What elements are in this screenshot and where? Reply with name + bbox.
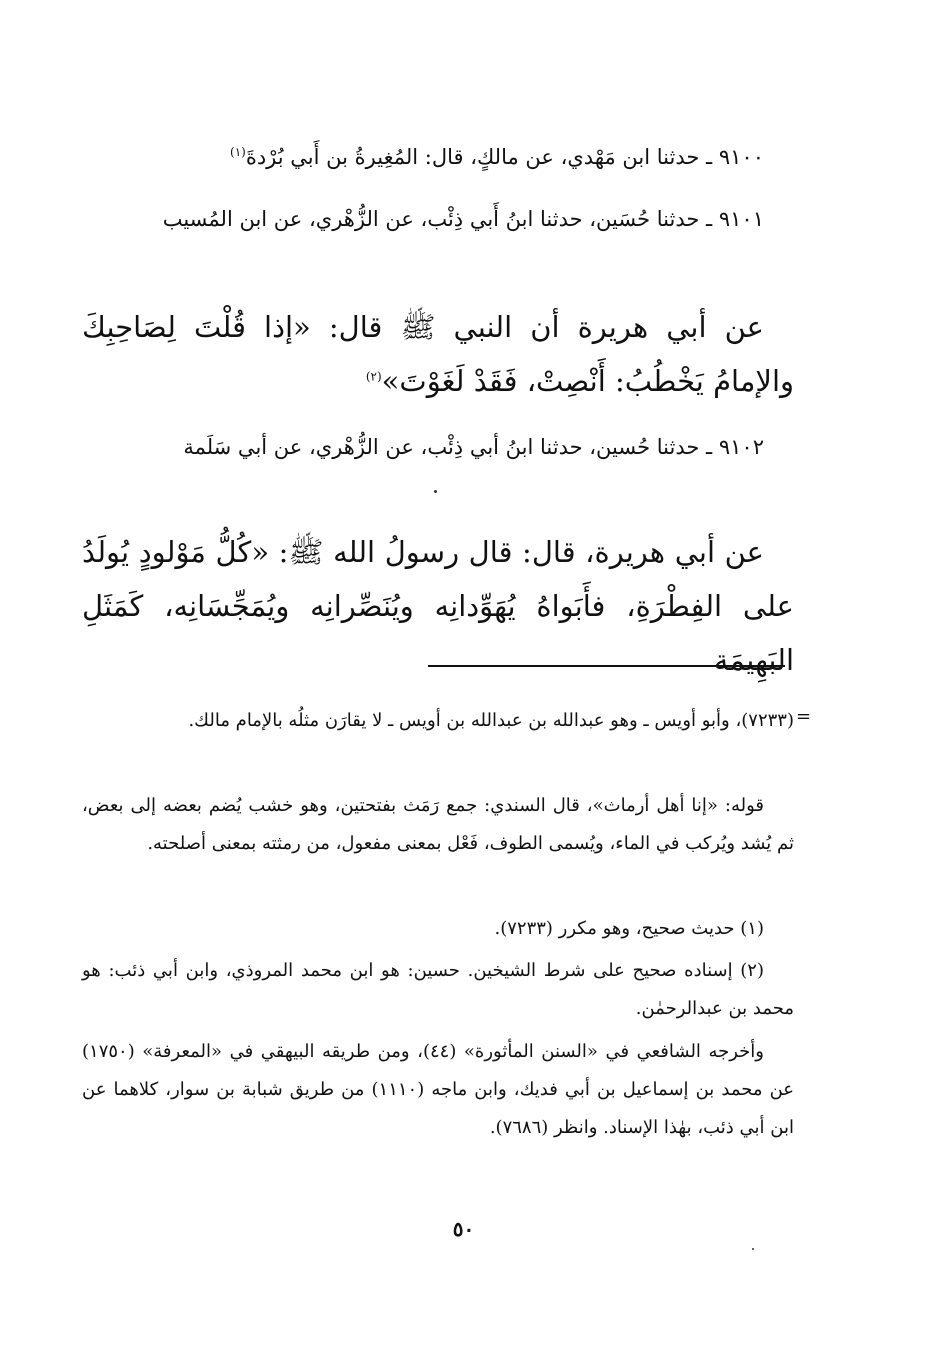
hadith-isnad: حدثنا حُسين، حدثنا ابنُ أبي ذِئْب، عن الزُّهْري، عن أبي سَلَمة (183, 435, 700, 459)
stray-dot (752, 1248, 754, 1250)
hadith-isnad: حدثنا حُسَين، حدثنا ابنُ أَبي ذِئْب، عن الزُّهْري، عن ابن المُسيب (162, 207, 700, 231)
hadith-9101-matn (82, 300, 794, 408)
hadith-matn: عن أبي هريرة، قال: قال رسولُ الله ﷺ: «كُلُّ مَوْلودٍ يُولَدُ على الفِطْرَةِ، فأَبَواهُ يُهَوِّدانِه ويُنَصِّرانِه ويُمَجِّسَانِه، كَمَثَلِ البَهِيمَة (82, 535, 794, 677)
footnote-continuation (82, 702, 794, 740)
hadith-9102-matn (82, 525, 794, 687)
hadith-number: ٩١٠١ ـ (706, 207, 764, 231)
footnote-1 (82, 910, 794, 948)
footnote-ref: (٢) (365, 369, 382, 384)
footnote-separator (428, 665, 785, 667)
footnote-text: قوله: «إنا أهل أرماث»، قال السندي: جمع رَمَث بفتحتين، وهو خشب يُضم بعضه إلى بعض، ثم يُشد ويُركب في الماء، ويُسمى الطوف، فَعْل بمعنى مفعول، من رمثته بمعنى أصلحته. (82, 795, 794, 854)
footnote-2-continued (82, 1033, 794, 1147)
footnote-text: (٧٢٣٣)، وأبو أويس ـ وهو عبدالله بن عبدالله بن أويس ـ لا يقارَن مثلُه بالإمام مالك. (188, 710, 794, 731)
continuation-mark: = (796, 706, 812, 727)
hadith-isnad: حدثنا ابن مَهْدي، عن مالكٍ، قال: المُغِيرةُ بن أَبي بُرْدةَ (245, 145, 700, 169)
hadith-9101-isnad (82, 190, 794, 248)
footnote-commentary (82, 787, 794, 863)
footnote-text: وأخرجه الشافعي في «السنن المأثورة» (٤٤)، ومن طريقه البيهقي في «المعرفة» (١٧٥٠) عن محمد بن إسماعيل بن أبي فديك، وابن ماجه (١١١٠) من طريق شبابة بن سوار، كلاهما عن ابن أبي ذئب، بهٰذا الإسناد. وانظر (٧٦٨٦). (82, 1041, 795, 1138)
footnote-2 (82, 952, 794, 1028)
hadith-9100 (82, 128, 794, 186)
stray-dot (434, 490, 437, 493)
page-number: ٥٠ (452, 1217, 475, 1241)
hadith-number: ٩١٠٠ ـ (706, 145, 764, 169)
hadith-number: ٩١٠٢ ـ (706, 435, 764, 459)
footnote-ref: (١) (230, 145, 246, 159)
hadith-9102-isnad (82, 418, 794, 476)
footnote-text: (٢) إسناده صحيح على شرط الشيخين. حسين: هو ابن محمد المروذي، وابن أبي ذئب: هو محمد بن عبدالرحمٰن. (82, 960, 794, 1019)
hadith-matn: عن أبي هريرة أن النبي ﷺ قال: «إذا قُلْتَ لِصَاحِبِكَ والإمامُ يَخْطُبُ: أَنْصِتْ، فَقَدْ لَغَوْتَ» (82, 310, 794, 398)
footnote-text: (١) حديث صحيح، وهو مكرر (٧٢٣٣). (494, 918, 764, 939)
